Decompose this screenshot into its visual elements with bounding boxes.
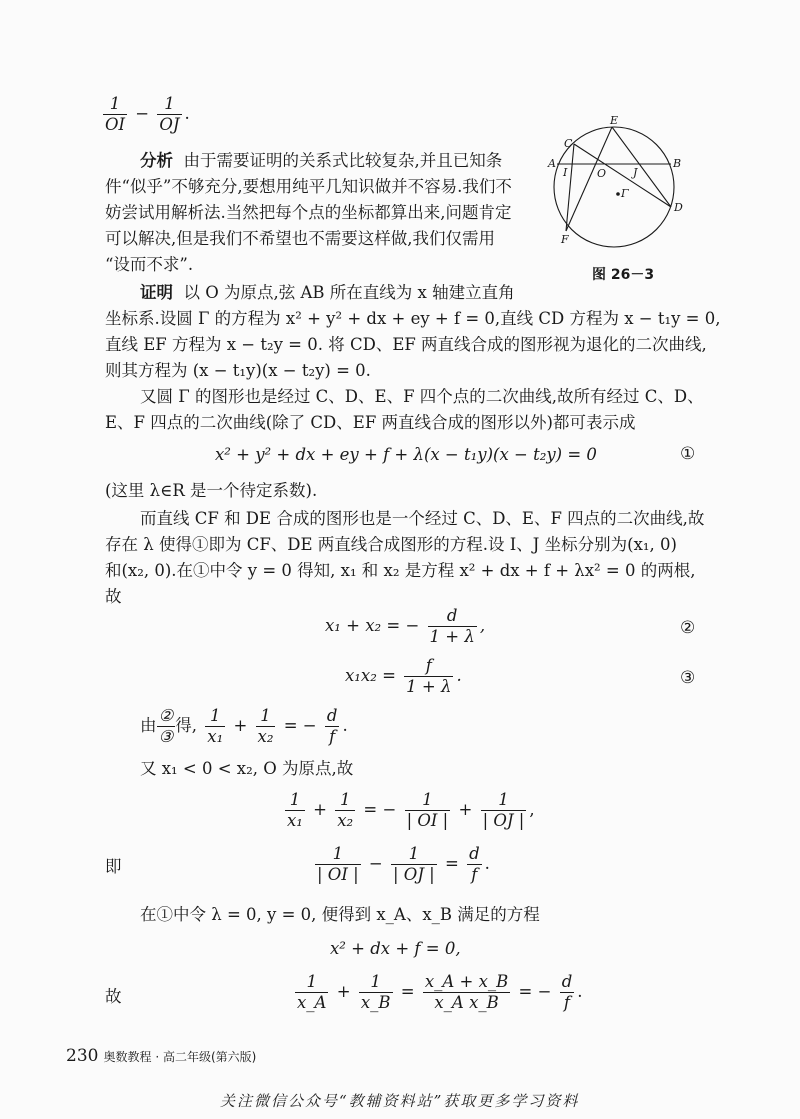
frac-den: x_A x_B [434, 993, 499, 1012]
frac-den: | OJ | [392, 865, 435, 884]
frac-num: 1 [256, 706, 276, 727]
frac-num: d [561, 972, 573, 991]
equation-1: x² + y² + dx + ey + f + λ(x − t₁y)(x − t₂y) = 0 [215, 445, 597, 464]
eq-prefix: 由 [140, 716, 157, 735]
top-fraction [100, 94, 190, 135]
operator: − [368, 854, 383, 873]
center-point [616, 192, 620, 196]
equation-6 [312, 844, 490, 885]
frac-den: ③ [158, 727, 174, 746]
equation-number-2: ② [680, 618, 696, 638]
para3-line-1: 而直线 CF 和 DE 合成的图形也是一个经过 C、D、E、F 四点的二次曲线,故 [140, 509, 705, 528]
proof-line-4: 则其方程为 (x − t₁y)(x − t₂y) = 0. [105, 361, 371, 380]
equation-3 [345, 656, 462, 697]
analysis-line-2: 件“似乎”不够充分,要想用纯平几知识做并不容易.我们不 [105, 177, 512, 196]
frac-num: d [428, 606, 477, 627]
analysis-text: 由于需要证明的关系式比较复杂,并且已知条 [183, 151, 503, 170]
equation-7: x² + dx + f = 0, [330, 939, 461, 958]
frac-den: x₁ [287, 811, 303, 830]
label-gamma: Γ [621, 187, 629, 200]
punct: . [456, 666, 462, 685]
frac-num: 1 [295, 972, 328, 993]
equation-5 [282, 790, 535, 831]
frac-num: 1 [405, 790, 451, 811]
frac-num: ② [158, 706, 174, 725]
equation-8-prefix: 故 [105, 987, 122, 1006]
frac-den: | OI | [317, 865, 359, 884]
para3-line-3: 和(x₂, 0).在①中令 y = 0 得知, x₁ 和 x₂ 是方程 x² + dx + f + λx² = 0 的两根, [105, 561, 696, 580]
equation-6-prefix: 即 [105, 857, 122, 876]
frac-den: f [563, 993, 571, 1012]
operator: − [135, 104, 150, 123]
proof-line-3: 直线 EF 方程为 x − t₂y = 0. 将 CD、EF 两直线合成的图形视为退化的二次曲线, [105, 335, 707, 354]
label-i: I [563, 166, 568, 179]
label-d: D [674, 201, 683, 214]
proof-text: 以 O 为原点,弦 AB 所在直线为 x 轴建立直角 [183, 283, 515, 302]
label-j: J [633, 166, 638, 179]
frac-num: 1 [335, 790, 355, 811]
note-line: (这里 λ∈R 是一个待定系数). [105, 481, 318, 500]
operator: = [400, 982, 415, 1001]
para2-line-1: 又圆 Γ 的图形也是经过 C、D、E、F 四个点的二次曲线,故所有经过 C、D、 [140, 387, 704, 406]
frac-num: 1 [359, 972, 393, 993]
proof-label: 证明 [140, 283, 173, 302]
analysis-line-1 [140, 148, 502, 174]
frac-num: x_A + x_B [424, 972, 509, 991]
para5-line: 在①中令 λ = 0, y = 0, 便得到 x_A、x_B 满足的方程 [140, 905, 540, 924]
frac-den: | OI | [406, 811, 449, 830]
frac-num: d [326, 706, 338, 725]
eq-lhs: x₁x₂ = [345, 666, 396, 685]
equation-4 [140, 706, 348, 747]
frac-den: OI [105, 115, 126, 134]
equation-number-1: ① [680, 444, 696, 464]
operator: = − [518, 982, 552, 1001]
frac-den: x₁ [207, 727, 224, 746]
operator: + [458, 800, 473, 819]
analysis-label: 分析 [140, 151, 173, 170]
watermark-text: 关注微信公众号“教辅资料站”获取更多学习资料 [220, 1092, 580, 1110]
proof-line-2: 坐标系.设圆 Γ 的方程为 x² + y² + dx + ey + f = 0,直线 CD 方程为 x − t₁y = 0, [105, 309, 721, 328]
frac-num: 1 [315, 844, 361, 865]
operator: + [313, 800, 327, 819]
operator: = − [363, 800, 397, 819]
equation-8 [292, 972, 583, 1013]
punct: . [184, 104, 190, 123]
punct: , [479, 616, 486, 635]
para3-line-4: 故 [105, 587, 122, 606]
book-title: 奥数教程 · 高二年级(第六版) [103, 1050, 257, 1064]
frac-num: 1 [391, 844, 437, 865]
geometry-figure [540, 110, 700, 260]
operator: = − [283, 716, 317, 735]
frac-den: x_A [297, 993, 327, 1012]
punct: , [529, 800, 535, 819]
punct: . [577, 982, 583, 1001]
operator: = [444, 854, 459, 873]
figure-caption: 图 26－3 [592, 267, 655, 283]
label-o: O [597, 167, 607, 180]
frac-num: 1 [157, 94, 181, 115]
para4-line: 又 x₁ < 0 < x₂, O 为原点,故 [140, 759, 354, 778]
frac-num: 1 [103, 94, 127, 115]
label-a: A [548, 157, 556, 170]
chord-cf [566, 144, 574, 231]
frac-den: 1 + λ [406, 677, 452, 696]
frac-num: 1 [205, 706, 225, 727]
frac-num: 1 [481, 790, 527, 811]
frac-den: OJ [159, 115, 180, 134]
label-c: C [564, 137, 573, 150]
frac-den: x_B [360, 993, 391, 1012]
operator: + [233, 716, 248, 735]
eq-lhs: x₁ + x₂ = − [325, 616, 420, 635]
frac-den: f [329, 727, 336, 746]
page-number: 230 [66, 1046, 99, 1066]
punct: . [484, 854, 490, 873]
eq-mid: 得, [175, 716, 198, 735]
frac-den: | OJ | [482, 811, 525, 830]
equation-2 [325, 606, 485, 647]
label-e: E [610, 114, 619, 127]
analysis-line-5: “设而不求”. [105, 255, 194, 274]
proof-line-1 [140, 280, 515, 306]
frac-den: x₂ [337, 811, 354, 830]
para2-line-2: E、F 四点的二次曲线(除了 CD、EF 两直线合成的图形以外)都可表示成 [105, 413, 636, 432]
frac-den: 1 + λ [429, 627, 475, 646]
frac-num: 1 [285, 790, 305, 811]
frac-num: d [469, 844, 480, 863]
operator: + [336, 982, 351, 1001]
page-footer [66, 1046, 256, 1066]
para3-line-2: 存在 λ 使得①即为 CF、DE 两直线合成图形的方程.设 I、J 坐标分别为(x₁, 0) [105, 535, 677, 554]
label-f: F [561, 233, 569, 246]
analysis-line-3: 妨尝试用解析法.当然把每个点的坐标都算出来,问题肯定 [105, 203, 512, 222]
punct: . [342, 716, 348, 735]
analysis-line-4: 可以解决,但是我们不希望也不需要这样做,我们仅需用 [105, 229, 495, 248]
frac-den: f [471, 865, 478, 884]
frac-den: x₂ [257, 727, 274, 746]
label-b: B [673, 157, 682, 170]
frac-num: f [404, 656, 453, 677]
equation-number-3: ③ [680, 668, 696, 688]
